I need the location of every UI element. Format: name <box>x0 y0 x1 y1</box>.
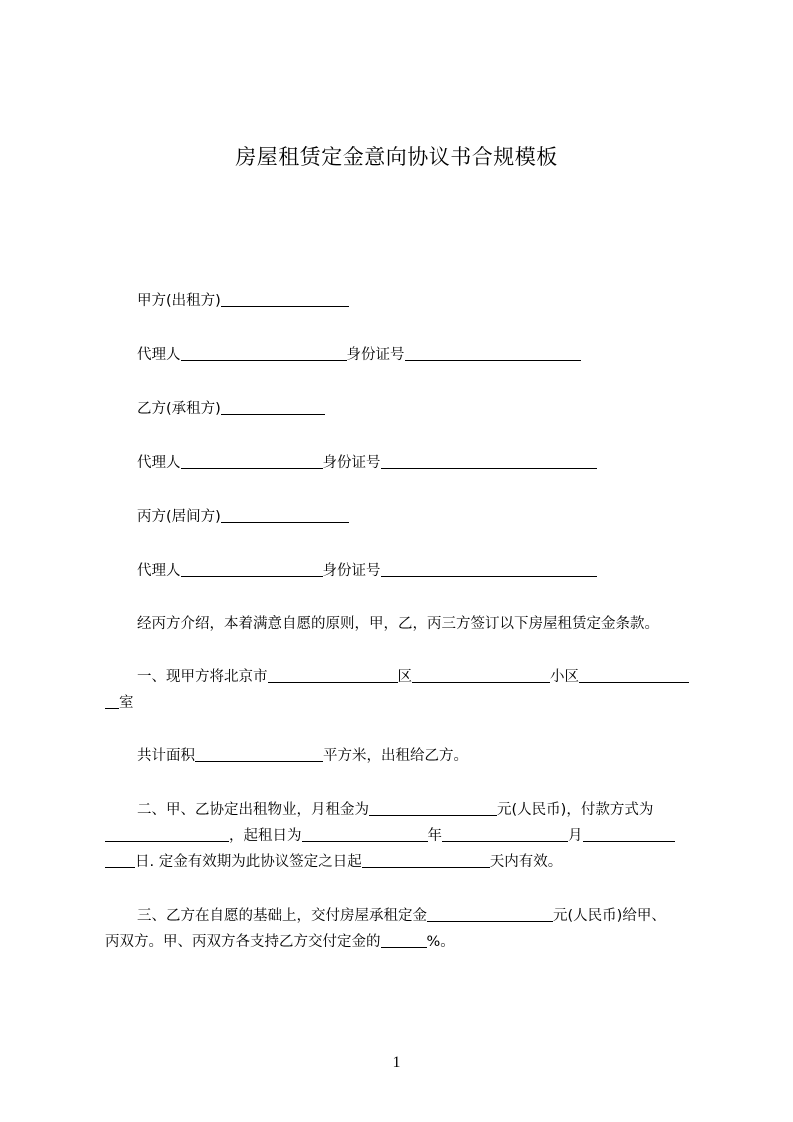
party-c-label: 丙方(居间方) <box>137 509 221 525</box>
agent-b-id-blank[interactable] <box>381 453 597 469</box>
area-label: 共计面积 <box>137 748 195 764</box>
start-month-blank[interactable] <box>442 826 568 842</box>
party-a-blank[interactable] <box>221 291 349 307</box>
clause-1-text-city: 一、现甲方将北京市 <box>137 669 268 685</box>
rent-blank[interactable] <box>369 800 497 816</box>
room-blank-2[interactable] <box>105 693 119 709</box>
clause-1-line-2 <box>105 693 705 713</box>
party-b-blank[interactable] <box>221 399 325 415</box>
start-year-blank[interactable] <box>302 826 428 842</box>
agent-c-id-label: 身份证号 <box>322 563 381 579</box>
clause-1-area-line <box>105 746 737 766</box>
agent-a-line <box>105 345 737 365</box>
community-blank[interactable] <box>412 667 550 683</box>
clause-2-line-2 <box>105 826 705 846</box>
party-c-blank[interactable] <box>221 507 349 523</box>
agent-b-name-blank[interactable] <box>181 453 323 469</box>
agent-a-label: 代理人 <box>137 347 181 363</box>
validity-days-blank[interactable] <box>362 852 490 868</box>
clause-3-line-1 <box>105 906 737 926</box>
agent-b-id-label: 身份证号 <box>322 455 381 471</box>
clause-1-line-1 <box>105 667 737 687</box>
agent-b-label: 代理人 <box>137 455 181 471</box>
agent-a-name-blank[interactable] <box>181 345 347 361</box>
agent-c-line <box>105 561 737 581</box>
clause-3-line-2 <box>105 932 705 952</box>
clause-3-percent-sign: %。 <box>426 934 455 950</box>
party-c-line <box>105 507 737 527</box>
start-day-blank-2[interactable] <box>105 852 135 868</box>
area-text: 平方米，出租给乙方。 <box>323 748 468 764</box>
room-blank-1[interactable] <box>579 667 689 683</box>
district-blank[interactable] <box>268 667 398 683</box>
clause-2-rent-label: 二、甲、乙协定出租物业，月租金为 <box>137 802 369 818</box>
party-a-label: 甲方(出租方) <box>137 293 221 309</box>
clause-2-payment-label: 元(人民币)，付款方式为 <box>497 802 654 818</box>
clause-2-month-label: 月 <box>568 828 583 844</box>
deposit-percent-blank[interactable] <box>381 932 427 948</box>
agent-a-id-blank[interactable] <box>405 345 581 361</box>
clause-1-text-community: 小区 <box>550 669 579 685</box>
clause-2-validity-label: 日. 定金有效期为此协议签定之日起 <box>135 854 362 870</box>
page-number: 1 <box>392 1054 401 1071</box>
clause-2-year-label: 年 <box>427 828 442 844</box>
party-b-line <box>105 399 737 419</box>
clause-3-deposit-label: 三、乙方在自愿的基础上，交付房屋承租定金 <box>137 908 427 924</box>
start-day-blank-1[interactable] <box>583 826 675 842</box>
deposit-amount-blank[interactable] <box>427 906 553 922</box>
clause-2-line-3 <box>105 852 705 872</box>
clause-3-percent-label: 丙双方。甲、丙双方各支持乙方交付定金的 <box>105 934 381 950</box>
agent-c-label: 代理人 <box>137 563 181 579</box>
clause-2-line-1 <box>105 800 737 820</box>
clause-2-start-label: ，起租日为 <box>229 828 302 844</box>
document-title: 房屋租赁定金意向协议书合规模板 <box>235 145 558 169</box>
agent-a-id-label: 身份证号 <box>346 347 405 363</box>
clause-1-text-room: 室 <box>119 695 134 711</box>
payment-method-blank[interactable] <box>105 826 229 842</box>
agent-c-id-blank[interactable] <box>381 561 597 577</box>
clause-1-text-district: 区 <box>397 669 412 685</box>
party-b-label: 乙方(承租方) <box>137 401 221 417</box>
clause-3-currency-label: 元(人民币)给甲、 <box>553 908 666 924</box>
intro-paragraph: 经丙方介绍，本着满意自愿的原则，甲，乙，丙三方签订以下房屋租赁定金条款。 <box>137 616 659 632</box>
agent-b-line <box>105 453 737 473</box>
area-blank[interactable] <box>195 746 323 762</box>
clause-2-validity-suffix: 天内有效。 <box>489 854 563 870</box>
party-a-line <box>105 291 737 311</box>
agent-c-name-blank[interactable] <box>181 561 323 577</box>
